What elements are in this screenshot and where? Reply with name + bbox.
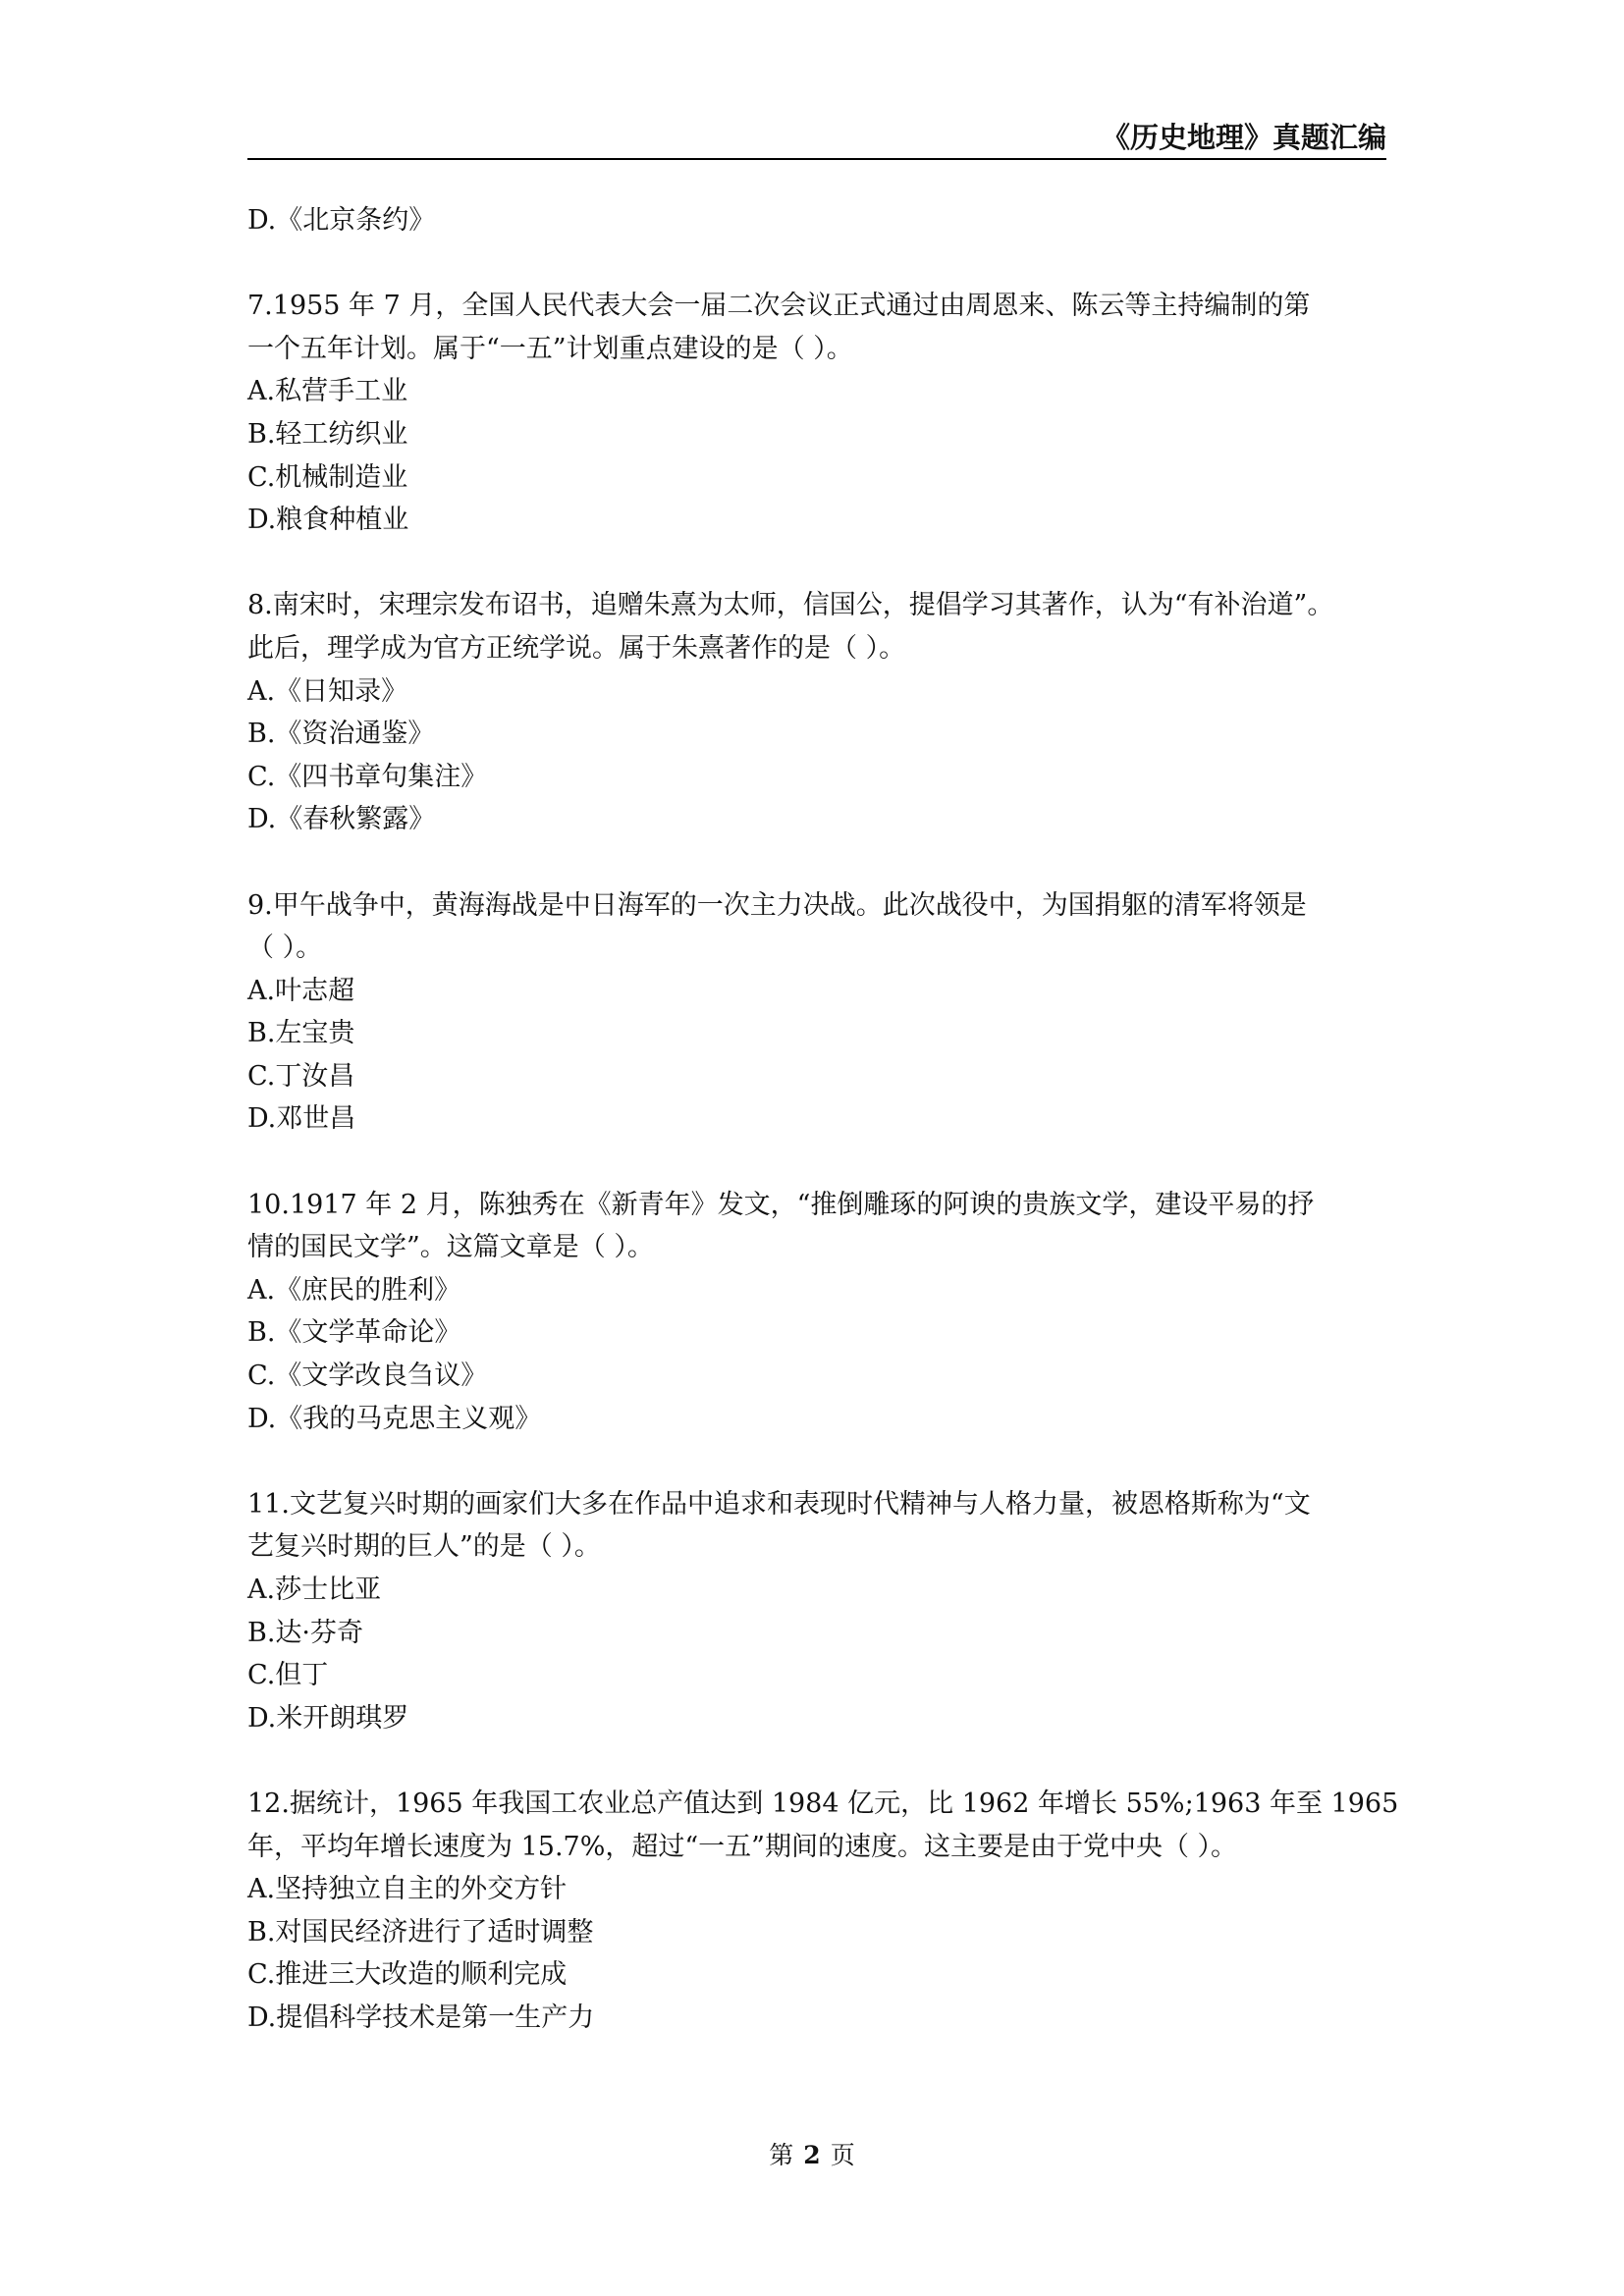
question-stem-line: 8.南宋时，宋理宗发布诏书，追赠朱熹为太师，信国公，提倡学习其著作，认为“有补治道”。 (247, 590, 1334, 621)
option-d: D.《春秋繁露》 (247, 804, 436, 835)
option-c: C.但丁 (247, 1660, 329, 1691)
option-b: B.左宝贵 (247, 1018, 355, 1049)
spacer (247, 1141, 1386, 1184)
option-c: C.机械制造业 (247, 461, 408, 493)
header-title: 《历史地理》真题汇编 (1101, 121, 1386, 154)
option-a: A.《庶民的胜利》 (247, 1274, 461, 1306)
option-d: D.《我的马克思主义观》 (247, 1403, 542, 1434)
option-b: B.对国民经济进行了适时调整 (247, 1916, 594, 1948)
footer-suffix: 页 (830, 2141, 855, 2169)
option-a: A.莎士比亚 (247, 1575, 382, 1605)
spacer (247, 542, 1386, 585)
option-b: B.达·芬奇 (247, 1617, 364, 1648)
option-c: C.《文学改良刍议》 (247, 1361, 488, 1392)
footer-prefix: 第 (769, 2141, 794, 2169)
option-a: A.坚持独立自主的外交方针 (247, 1874, 568, 1905)
page-content (247, 199, 1399, 2040)
spacer (247, 841, 1386, 884)
option-b: B.《文学革命论》 (247, 1317, 461, 1349)
question-stem-line: 年，平均年增长速度为 15.7%，超过“一五”期间的速度。这主要是由于党中央（ ）。 (247, 1831, 1238, 1862)
question-stem-line: 7.1955 年 7 月，全国人民代表大会一届二次会议正式通过由周恩来、陈云等主持编制的第 (247, 291, 1311, 322)
question-9 (247, 884, 1386, 1142)
question-stem-line: 10.1917 年 2 月，陈独秀在《新青年》发文，“推倒雕琢的阿谀的贵族文学，建设平易的抒 (247, 1189, 1315, 1220)
spacer (247, 1739, 1386, 1783)
question-stem-line: 艺复兴时期的巨人”的是（ ）。 (247, 1531, 601, 1563)
option-c: C.《四书章句集注》 (247, 761, 488, 792)
question-8 (247, 584, 1386, 841)
question-stem-line: 一个五年计划。属于“一五”计划重点建设的是（ ）。 (247, 333, 853, 364)
option-b: B.轻工纺织业 (247, 418, 408, 450)
option-c: C.丁汝昌 (247, 1060, 355, 1092)
question-stem-line: 情的国民文学”。这篇文章是（ ）。 (247, 1232, 654, 1263)
question-stem-line: 此后，理学成为官方正统学说。属于朱熹著作的是（ ）。 (247, 632, 906, 664)
spacer (247, 1440, 1386, 1483)
question-10 (247, 1184, 1386, 1441)
option-d: D.粮食种植业 (247, 505, 409, 536)
question-stem-line: （ ）。 (247, 933, 323, 964)
carryover-option-d: D.《北京条约》 (247, 205, 436, 236)
header-divider (247, 158, 1386, 160)
question-7 (247, 285, 1386, 542)
option-d: D.邓世昌 (247, 1103, 356, 1135)
option-c: C.推进三大改造的顺利完成 (247, 1959, 568, 1991)
option-d: D.提倡科学技术是第一生产力 (247, 2002, 595, 2033)
spacer (247, 242, 1386, 286)
option-d: D.米开朗琪罗 (247, 1702, 409, 1734)
option-b: B.《资治通鉴》 (247, 719, 435, 750)
page-footer (0, 2138, 1624, 2173)
option-a: A.《日知录》 (247, 675, 408, 707)
option-a: A.私营手工业 (247, 376, 408, 407)
option-a: A.叶志超 (247, 975, 355, 1006)
question-stem-line: 9.甲午战争中，黄海海战是中日海军的一次主力决战。此次战役中，为国捐躯的清军将领是 (247, 889, 1307, 921)
question-12 (247, 1783, 1399, 2040)
question-stem-line: 11.文艺复兴时期的画家们大多在作品中追求和表现时代精神与人格力量，被恩格斯称为“文 (247, 1488, 1311, 1520)
page-number: 2 (803, 2141, 821, 2169)
question-stem-line: 12.据统计，1965 年我国工农业总产值达到 1984 亿元，比 1962 年增长 55%;1963 年至 1965 (247, 1788, 1399, 1819)
question-11 (247, 1483, 1386, 1740)
